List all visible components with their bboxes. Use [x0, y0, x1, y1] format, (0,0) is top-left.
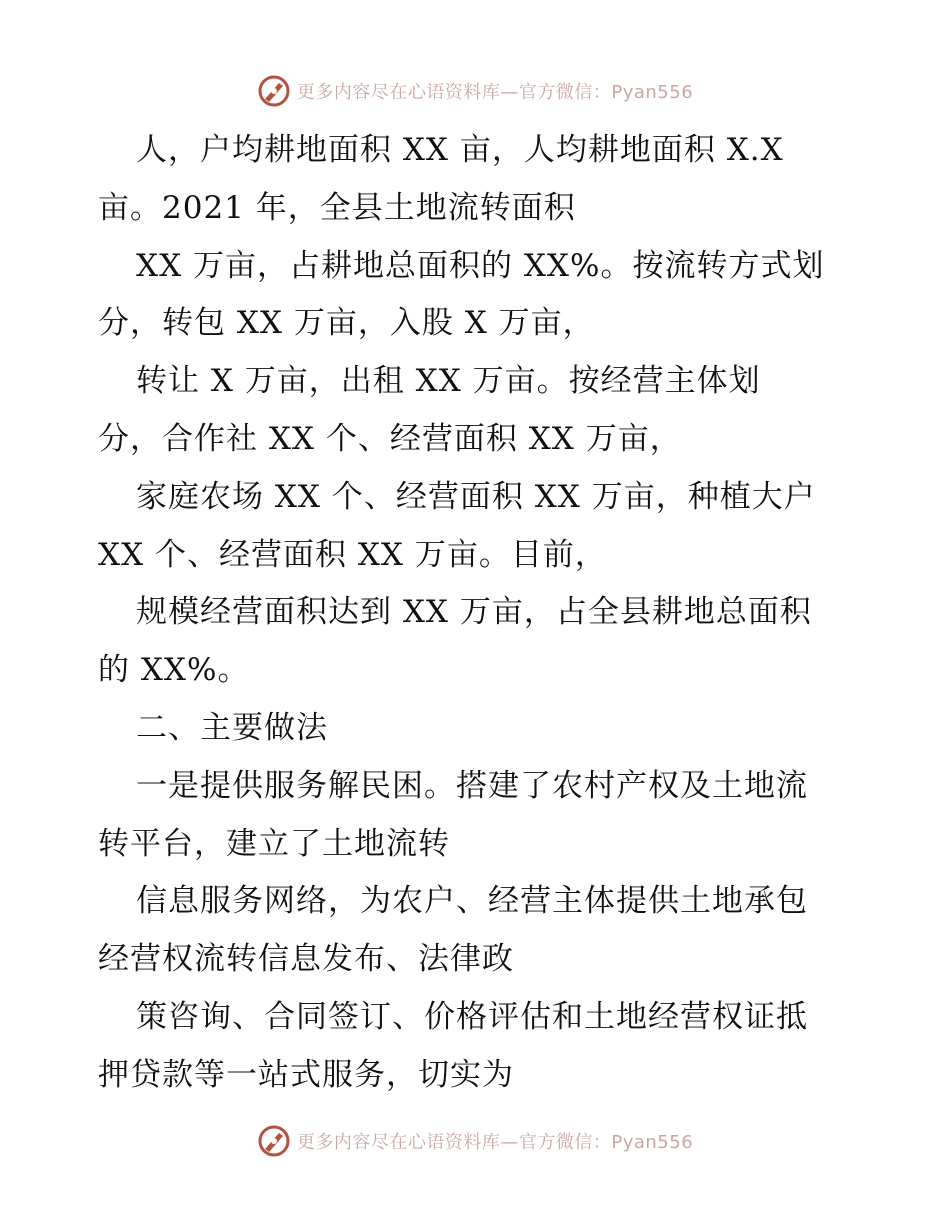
header-watermark	[0, 74, 950, 108]
pen-circle-icon	[257, 74, 291, 108]
watermark-text: 更多内容尽在心语资料库—官方微信：Pyan556	[296, 1132, 694, 1153]
text-line: 转让 X 万亩，出租 XX 万亩。按经营主体划	[136, 363, 761, 400]
text-line: 分，转包 XX 万亩，入股 X 万亩，	[98, 305, 595, 342]
text-line: XX 万亩，占耕地总面积的 XX%。按流转方式划	[136, 247, 825, 284]
text-line: 信息服务网络，为农户、经营主体提供土地承包	[136, 883, 808, 920]
text-line: 的 XX%。	[98, 652, 250, 689]
text-line: 分，合作社 XX 个、经营面积 XX 万亩，	[98, 420, 682, 457]
text-line: 转平台，建立了土地流转	[98, 825, 450, 862]
document-body	[98, 122, 868, 1105]
pen-circle-icon	[257, 1124, 291, 1158]
text-line: 规模经营面积达到 XX 万亩，占全县耕地总面积	[136, 594, 812, 631]
footer-watermark	[0, 1124, 950, 1158]
text-line: XX 个、经营面积 XX 万亩。目前，	[98, 536, 607, 573]
text-line: 经营权流转信息发布、法律政	[98, 941, 514, 978]
text-line: 亩。2021 年，全县土地流转面积	[98, 189, 576, 226]
text-line: 人，户均耕地面积 XX 亩，人均耕地面积 X.X	[136, 132, 784, 168]
text-line: 一是提供服务解民困。搭建了农村产权及土地流	[136, 767, 808, 804]
text-line: 二、主要做法	[136, 709, 328, 746]
text-line: 策咨询、合同签订、价格评估和土地经营权证抵	[136, 998, 808, 1035]
text-line: 押贷款等一站式服务，切实为	[98, 1056, 514, 1093]
text-line: 家庭农场 XX 个、经营面积 XX 万亩，种植大户	[136, 478, 816, 515]
watermark-text: 更多内容尽在心语资料库—官方微信：Pyan556	[296, 82, 694, 103]
